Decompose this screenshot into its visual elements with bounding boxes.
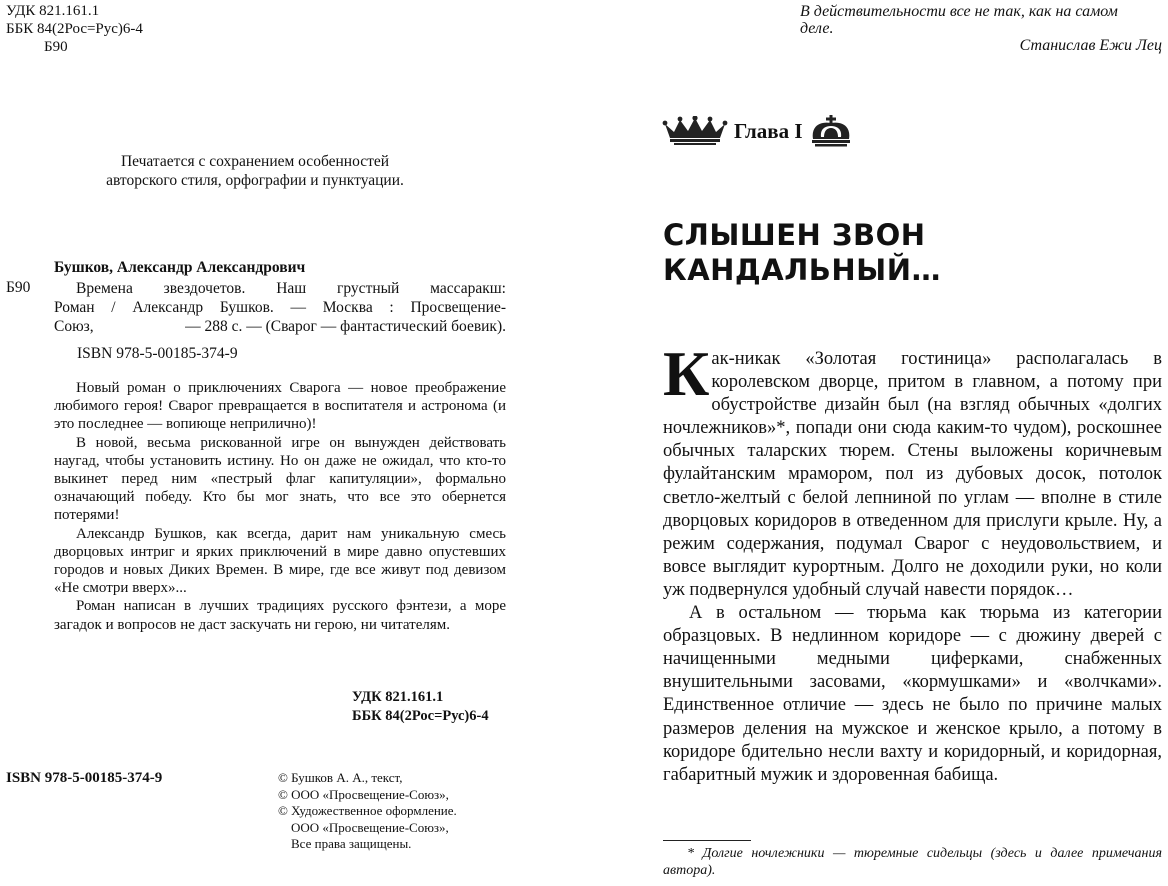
footnote-divider <box>663 840 751 841</box>
chapter-body <box>663 338 1162 787</box>
codes-bottom <box>352 688 489 726</box>
epigraph <box>800 3 1162 54</box>
bibliography-line: Союз, <box>54 318 94 335</box>
annotation-paragraph: Александр Бушков, как всегда, дарит нам уникальную смесь дворцовых интриг и ярких приключений в мире давно опустевших городов и новых Диких Времен. В мире, где все живут под девизом «Не смотри вверх»... <box>54 525 506 597</box>
chapter-heading <box>662 113 853 149</box>
isbn-bottom: ISBN 978-5-00185-374-9 <box>6 770 163 786</box>
epigraph-text: В действительности все не так, как на самом деле. <box>800 3 1118 37</box>
udk-code: УДК 821.161.1 <box>6 3 100 19</box>
isbn: ISBN 978-5-00185-374-9 <box>77 345 238 362</box>
copyright-line: Все права защищены. <box>291 836 412 851</box>
bibliography-line: — 288 с. — (Сварог — фантастический боевик). <box>185 318 506 335</box>
publisher-note-line: Печатается с сохранением особенностей <box>120 153 390 170</box>
udk-code-bottom: УДК 821.161.1 <box>352 689 444 705</box>
paragraph-text: ак-никак «Золотая гостиница» располагалась в королевском дворце, притом в главном, а потому при обустройстве дизайн был (на взгляд обычных «долгих ночлежников»*, попади они сюда каким-то чудом), роскошнее обычных таларских тюрем. Стены выложены коричневым фулайтанским мрамором, пол из дубовых досок, потолок светло-желтый с белой лепниной по углам — вполне в стиле дворцовых коридоров в отведенном для прислуги крыле. Ну, а режим содержания, подумал Сварог с неудовольствием, и вовсе выглядит курортным. Долго не доходили руки, но коли уж подвернулся удобный случай навести порядок… <box>663 349 1162 600</box>
epigraph-author: Станислав Ежи Лец <box>1019 37 1162 54</box>
chapter-label: Глава I <box>734 118 803 143</box>
annotation-paragraph: В новой, весьма рискованной игре он вынужден действовать наугад, чтобы установить истину. Но он даже не ожидал, что кто-то выкинет перед ним «пестрый флаг капитуляции», формально означающий победу. Кто бы мог знать, что все это обернется потерями! <box>54 434 506 524</box>
bbk-code: ББК 84(2Рос=Рус)6-4 <box>6 21 143 37</box>
annotation-paragraph: Новый роман о приключениях Сварога — новое преображение любимого героя! Сварог превращается в воспитателя и астронома (и это последнее — вопиюще неприлично)! <box>54 380 506 433</box>
chapter-title <box>663 218 941 288</box>
crown-orb-ornament-icon <box>809 115 853 147</box>
copyright-line: © Бушков А. А., текст, <box>278 770 403 785</box>
author-heading: Бушков, Александр Александрович <box>54 259 306 276</box>
catalog-codes <box>6 2 143 56</box>
copyright-line: ООО «Просвещение-Союз», <box>291 819 449 835</box>
bibliography-line: Времена звездочетов. Наш грустный массаракш: <box>76 280 506 297</box>
chapter-title-line: СЛЫШЕН ЗВОН <box>663 218 926 252</box>
footnote: * Долгие ночлежники — тюремные сидельцы (здесь и далее примечания автора). <box>663 846 1162 878</box>
bbk-code-bottom: ББК 84(2Рос=Рус)6-4 <box>352 708 489 724</box>
bibliographic-record <box>54 279 506 336</box>
annotation <box>54 379 506 634</box>
copyright-block <box>278 770 457 853</box>
chapter-title-line: КАНДАЛЬНЫЙ… <box>663 253 941 287</box>
annotation-paragraph: Роман написан в лучших традициях русского фэнтези, а море загадок и вопросов не даст заскучать ни герою, ни читателям. <box>54 598 506 633</box>
bibliography-line: Роман / Александр Бушков. — Москва : Просвещение- <box>54 299 506 316</box>
author-sign: Б90 <box>44 39 68 55</box>
body-paragraph <box>663 338 1162 602</box>
drop-cap: К <box>663 338 710 409</box>
copyright-line: © Художественное оформление. <box>278 803 457 818</box>
publisher-note-line: авторского стиля, орфографии и пунктуации. <box>106 172 404 189</box>
publisher-note <box>0 152 510 190</box>
copyright-line: © ООО «Просвещение-Союз», <box>278 786 449 802</box>
crown-ornament-icon <box>662 116 728 146</box>
body-paragraph: А в остальном — тюрьма как тюрьма из категории образцовых. В недлинном коридоре — с дюжину дверей с начищенными медными циферками, снабженных внушительными засовами, «кормушками» и «волчками». Единственное отличие — здесь не было по причине малых размеров деления на мужское и женское крыло, а потому в коридоре бдительно несли вахту и коридорный, и коридорная, габаритный мужик и здоровенная бабища. <box>663 603 1162 785</box>
author-sign-left: Б90 <box>6 279 31 296</box>
